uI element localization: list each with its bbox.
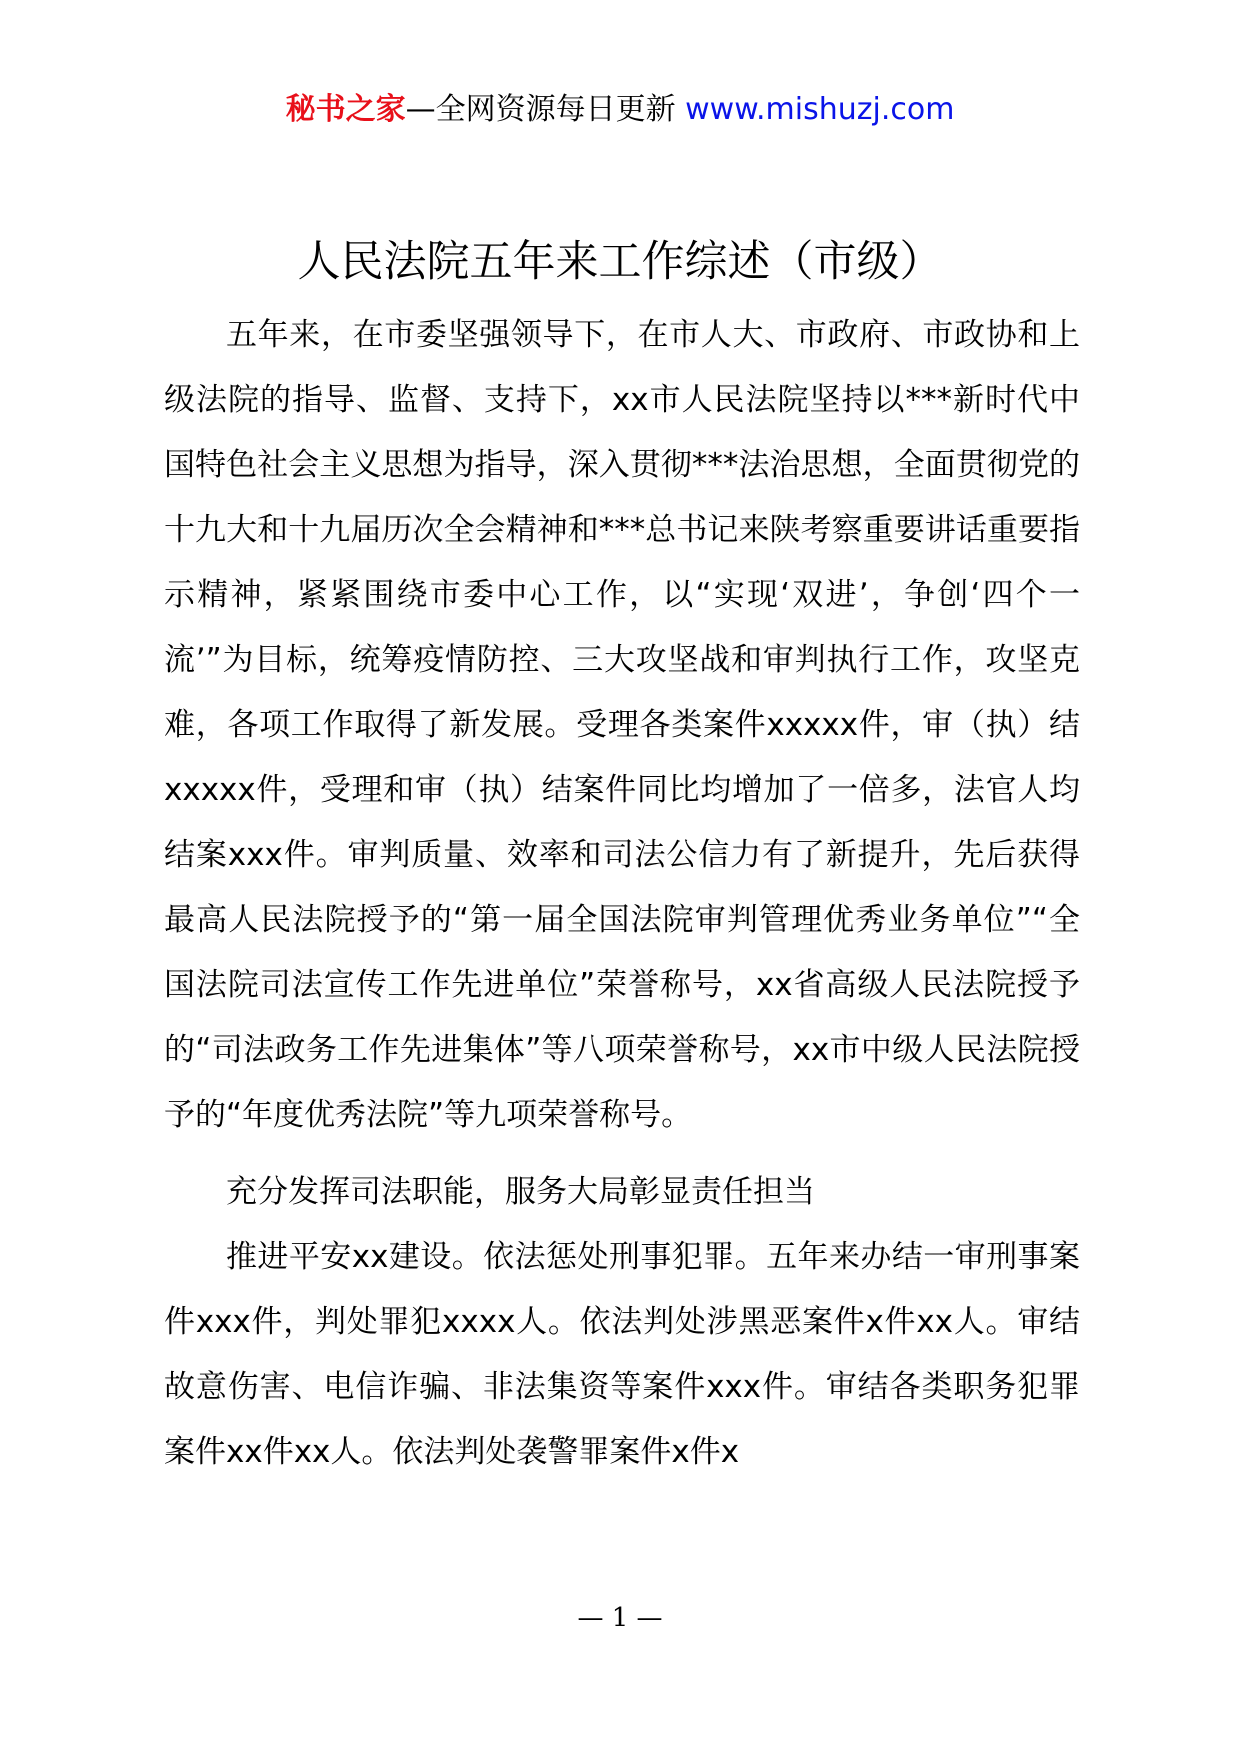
paragraph-ping-an: 推进平安xx建设。依法惩处刑事犯罪。五年来办结一审刑事案件xxx件，判处罪犯xxxx人。依法判处涉黑恶案件x件xx人。审结故意伤害、电信诈骗、非法集资等案件xxx件。审结各类职务犯罪案件xx件xx人。依法判处袭警罪案件x件x <box>164 1239 1080 1470</box>
site-tagline: —全网资源每日更新 <box>405 92 676 127</box>
site-header <box>0 88 1240 132</box>
site-url-link[interactable]: www.mishuzj.com <box>685 92 955 127</box>
document-title: 人民法院五年来工作综述（市级） <box>297 237 943 287</box>
page-number: — 1 — <box>577 1603 663 1633</box>
document-body <box>164 303 1080 1485</box>
site-name: 秘书之家 <box>285 92 406 127</box>
section-heading: 充分发挥司法职能，服务大局彰显责任担当 <box>226 1174 815 1210</box>
paragraph-summary: 五年来，在市委坚强领导下，在市人大、市政府、市政协和上级法院的指导、监督、支持下，xx市人民法院坚持以***新时代中国特色社会主义思想为指导，深入贯彻***法治思想，全面贯彻党的十九大和十九届历次全会精神和***总书记来陕考察重要讲话重要指示精神，紧紧围绕市委中心工作，以“实现‘双进’，争创‘四个一流’”为目标，统筹疫情防控、三大攻坚战和审判执行工作，攻坚克难，各项工作取得了新发展。受理各类案件xxxxx件，审（执）结xxxxx件，受理和审（执）结案件同比均增加了一倍多，法官人均结案xxx件。审判质量、效率和司法公信力有了新提升，先后获得最高人民法院授予的“第一届全国法院审判管理优秀业务单位”“全国法院司法宣传工作先进单位”荣誉称号，xx省高级人民法院授予的“司法政务工作先进集体”等八项荣誉称号，xx市中级人民法院授予的“年度优秀法院”等九项荣誉称号。 <box>164 317 1080 1133</box>
